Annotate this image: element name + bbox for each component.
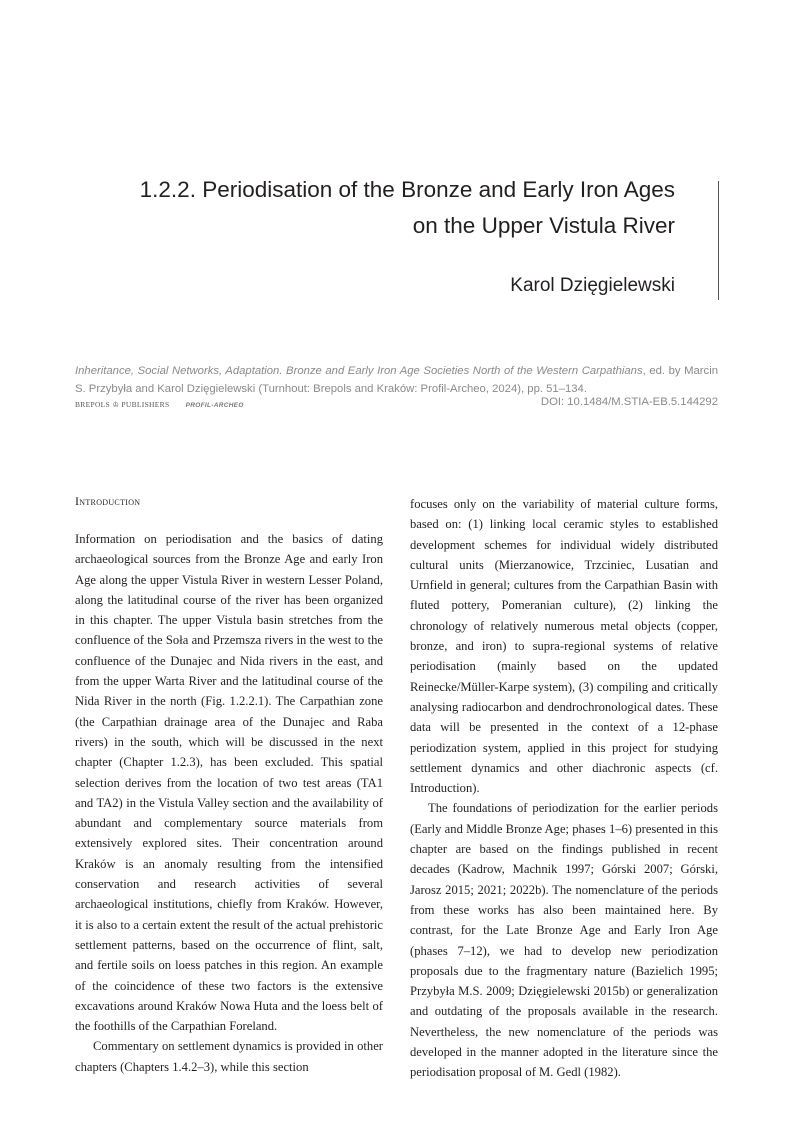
paragraph: Commentary on settlement dynamics is provided in other chapters (Chapters 1.4.2–3), while this section [75,1039,383,1074]
title-vertical-rule [718,181,719,300]
citation-book-title: Inheritance, Social Networks, Adaptation. Bronze and Early Iron Age Societies North of the Western Carpathians [75,365,643,377]
chapter-title-line-2: on the Upper Vistula River [412,213,675,238]
paragraph: Information on periodisation and the basics of dating archaeological sources from the Bronze Age and early Iron Age along the upper Vistula River in western Lesser Poland, along the latitudinal course of the river has been organized in this chapter. The upper Vistula basin stretches from the confluence of the Soła and Przemsza rivers in the west to the confluence of the Dunajec and Nida rivers in the east, and from the upper Warta River and the latitudinal course of the Nida River in the north (Fig. 1.2.2.1). The Carpathian zone (the Carpathian drainage area of the Dunajec and Raba rivers) in the south, which will be discussed in the next chapter (Chapter 1.2.3), has been excluded. This spatial selection derives from the location of two test areas (TA1 and TA2) in the Vistula Valley section and the availability of abundant and complementary source materials from extensively explored sites. Their concentration around Kraków is an anomaly resulting from the intensified conservation and research activities of several archaeological institutions, chiefly from Kraków. However, it is also to a certain extent the result of the actual prehistoric settlement patterns, based on the occurrence of flint, salt, and fertile soils on loess patches in this region. An example of the coincidence of these two factors is the extensive excavations around Kraków Nowa Huta and the loess belt of the foothills of the Carpathian Foreland. [75,532,383,1034]
citation-block [75,362,718,398]
section-heading: Introduction [75,494,141,508]
brepols-logo: BREPOLS ♔ PUBLISHERS [75,400,170,409]
chapter-title [75,172,675,244]
right-column [410,494,718,1083]
doi: DOI: 10.1484/M.STIA-EB.5.144292 [540,396,718,408]
citation-details: , ed. by Marcin S. Przybyła and Karol Dzięgielewski (Turnhout: Brepols and Kraków: Profil-Archeo, 2024), pp. 51–134. [75,365,718,395]
paragraph: focuses only on the variability of material culture forms, based on: (1) linking local ceramic styles to established development schemes for individual widely distributed cultural units (Mierzanowice, Trzciniec, Lusatian and Urnfield in general; cultures from the Carpathian Basin with fluted pottery, Pomeranian culture), (2) linking the chronology of relatively numerous metal objects (copper, bronze, and iron) to supra-regional systems of relative periodisation (mainly based on the updated Reinecke/Müller-Karpe system), (3) compiling and critically analysing radiocarbon and dendrochronological dates. These data will be presented in the context of a 12-phase periodization system, applied in this project for studying settlement dynamics and other diachronic aspects (cf. Introduction). [410,497,718,796]
publisher-logos [75,400,244,409]
paragraph: The foundations of periodization for the earlier periods (Early and Middle Bronze Age; phases 1–6) presented in this chapter are based on the findings published in recent decades (Kadrow, Machnik 1997; Górski 2007; Górski, Jarosz 2015; 2021; 2022b). The nomenclature of the periods from these works has also been maintained here. By contrast, for the Late Bronze Age and Early Iron Age (phases 7–12), we had to develop new periodization proposals due to the fragmentary nature (Bazielich 1995; Przybyła M.S. 2009; Dzięgielewski 2015b) or generalization and outdating of the proposals available in the research. Nevertheless, the new nomenclature of the periods was developed in the manner adopted in the literature since the periodisation proposal of M. Gedl (1982). [410,801,718,1080]
author-name: Karol Dzięgielewski [510,275,675,296]
left-column [75,492,383,1077]
profil-archeo-logo: PROFIL-ARCHEO [185,402,244,409]
chapter-title-line-1: 1.2.2. Periodisation of the Bronze and Early Iron Ages [139,177,675,202]
